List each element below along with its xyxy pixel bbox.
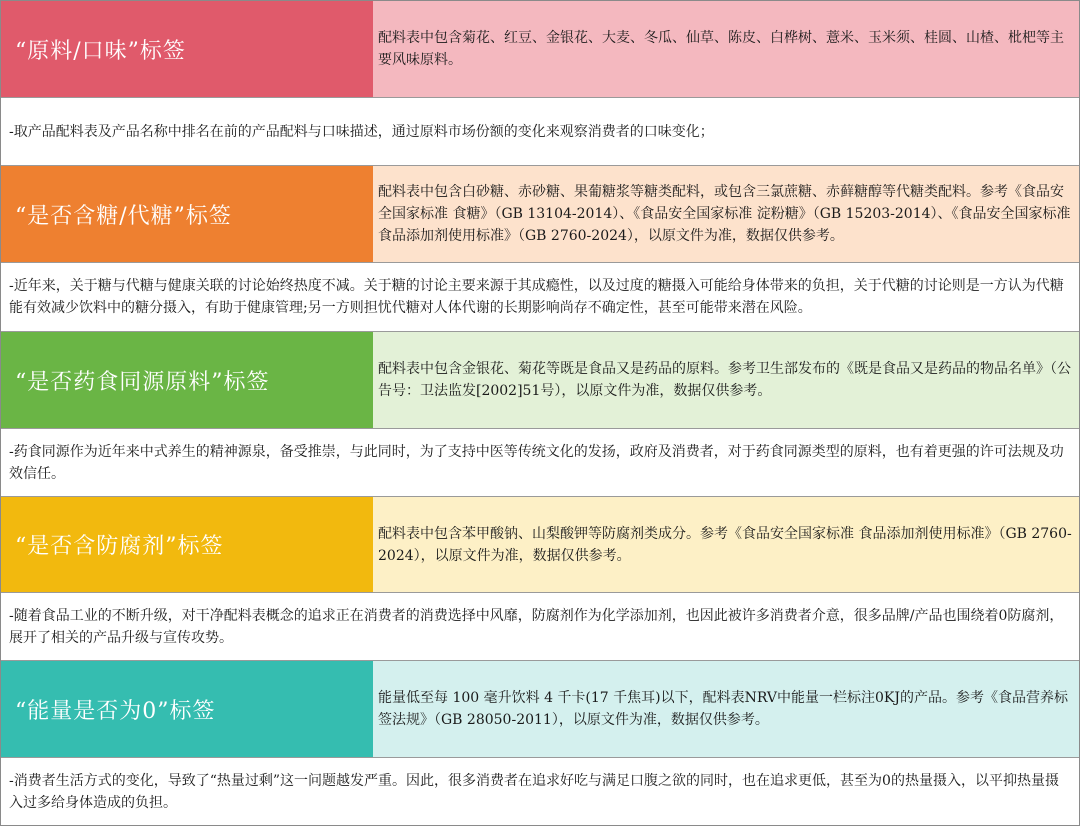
label-text: “是否药食同源原料”标签 (15, 369, 270, 395)
label-text: “是否含糖/代糖”标签 (15, 203, 232, 229)
definition-herbal (373, 332, 1079, 428)
description-text: -药食同源作为近年来中式养生的精神源泉，备受推崇，与此同时，为了支持中医等传统文化的发扬，政府及消费者，对于药食同源类型的原料，也有着更强的许可法规及功效信任。 (9, 443, 1064, 482)
definition-energy (373, 661, 1079, 757)
label-herbal (1, 332, 373, 428)
section-herbal (1, 332, 1079, 497)
description-herbal (1, 428, 1079, 496)
description-preservative (1, 592, 1079, 660)
description-text: -消费者生活方式的变化，导致了“热量过剩”这一问题越发严重。因此，很多消费者在追求好吃与满足口腹之欲的同时，也在追求更低，甚至为0的热量摄入，以平抑热量摄入过多给身体造成的负担。 (9, 772, 1059, 811)
label-preservative (1, 497, 373, 592)
section-sugar (1, 166, 1079, 331)
label-text: “是否含防腐剂”标签 (15, 534, 224, 559)
description-text: -随着食品工业的不断升级，对干净配料表概念的追求正在消费者的消费选择中风靡，防腐剂作为化学添加剂，也因此被许多消费者介意，很多品牌/产品也围绕着0防腐剂，展开了相关的产品升级与宣传攻势。 (9, 607, 1064, 646)
label-text: “原料/口味”标签 (15, 38, 186, 64)
label-text: “能量是否为0”标签 (15, 698, 216, 724)
definition-text: 配料表中包含菊花、红豆、金银花、大麦、冬瓜、仙草、陈皮、白桦树、薏米、玉米须、桂圆、山楂、枇杷等主要风味原料。 (378, 30, 1064, 68)
description-text: -近年来，关于糖与代糖与健康关联的讨论始终热度不减。关于糖的讨论主要来源于其成瘾性，以及过度的糖摄入可能给身体带来的负担，关于代糖的讨论则是一方认为代糖能有效减少饮料中的糖分摄入，有助于健康管理;另一方则担忧代糖对人体代谢的长期影响尚存不确定性，甚至可能带来潜在风险。 (9, 278, 1064, 316)
label-sugar (1, 166, 373, 262)
definition-text: 配料表中包含白砂糖、赤砂糖、果葡糖浆等糖类配料，或包含三氯蔗糖、赤藓糖醇等代糖类配料。参考《食品安全国家标准 食糖》（GB 13104-2014）、《食品安全国家标准 淀粉糖》（GB 15203-2014）、《食品安全国家标准 食品添加剂使用标准》（GB 2760-2024），以原文件为准，数据仅供参考。 (378, 184, 1071, 244)
description-ingredient-flavor (1, 97, 1079, 165)
section-preservative (1, 497, 1079, 661)
label-energy (1, 661, 373, 757)
definition-preservative (373, 497, 1079, 592)
definition-text: 配料表中包含金银花、菊花等既是食品又是药品的原料。参考卫生部发布的《既是食品又是药品的物品名单》（公告号：卫法监发[2002]51号），以原文件为准，数据仅供参考。 (378, 361, 1071, 399)
description-energy (1, 757, 1079, 825)
description-sugar (1, 262, 1079, 331)
section-energy (1, 661, 1079, 825)
definition-sugar (373, 166, 1079, 262)
definition-text: 配料表中包含苯甲酸钠、山梨酸钾等防腐剂类成分。参考《食品安全国家标准 食品添加剂使用标准》（GB 2760-2024），以原文件为准，数据仅供参考。 (378, 525, 1072, 564)
description-text: -取产品配料表及产品名称中排名在前的产品配料与口味描述，通过原料市场份额的变化来观察消费者的口味变化； (9, 123, 714, 140)
section-ingredient-flavor (1, 1, 1079, 166)
definition-text: 能量低至每 100 毫升饮料 4 千卡(17 千焦耳)以下，配料表NRV中能量一栏标注0KJ的产品。参考《食品营养标签法规》（GB 28050-2011），以原文件为准，数据仅供参考。 (378, 690, 1068, 728)
label-ingredient-flavor (1, 1, 373, 97)
definition-ingredient-flavor (373, 1, 1079, 97)
